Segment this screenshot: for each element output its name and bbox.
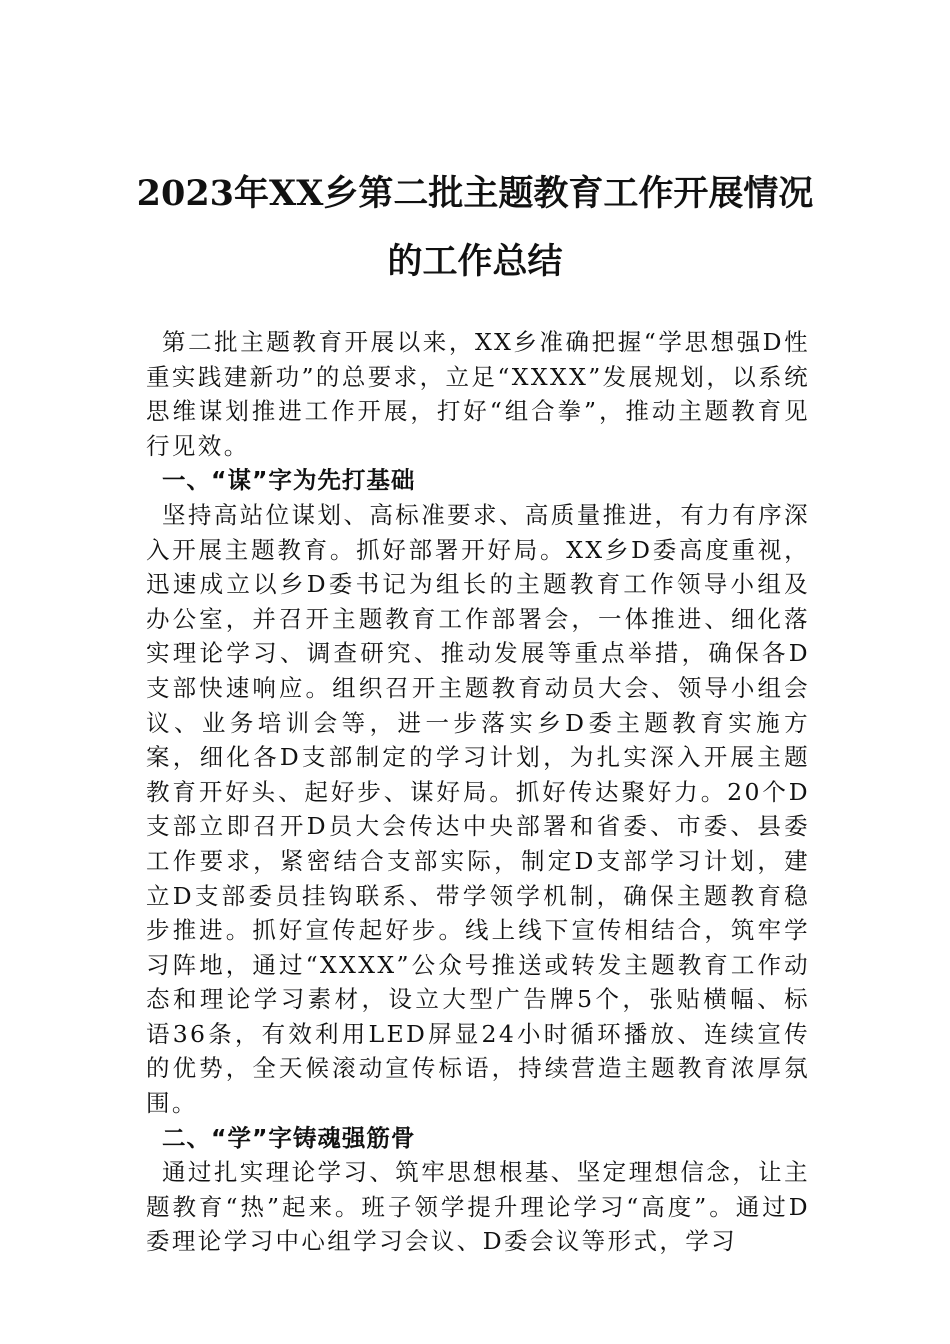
- section-2-heading: 二、“学”字铸魂强筋骨: [162, 1123, 416, 1152]
- intro-paragraph: 第二批主题教育开展以来，XX乡准确把握“学思想强D性重实践建新功”的总要求，立足“XXXX”发展规划，以系统思维谋划推进工作开展，打好“组合拳”，推动主题教育见行见效。: [146, 328, 810, 460]
- section-1-heading: 一、“谋”字为先打基础: [162, 466, 416, 495]
- section-2-paragraph: 通过扎实理论学习、筑牢思想根基、坚定理想信念，让主题教育“热”起来。班子领学提升理论学习“高度”。通过D委理论学习中心组学习会议、D委会议等形式，学习: [146, 1158, 810, 1256]
- document-body: [146, 325, 810, 1259]
- document-title: 2023年XX乡第二批主题教育工作开展情况的工作总结: [136, 173, 814, 282]
- section-1-paragraph: 坚持高站位谋划、高标准要求、高质量推进，有力有序深入开展主题教育。抓好部署开好局。XX乡D委高度重视，迅速成立以乡D委书记为组长的主题教育工作领导小组及办公室，并召开主题教育工作部署会，一体推进、细化落实理论学习、调查研究、推动发展等重点举措，确保各D支部快速响应。组织召开主题教育动员大会、领导小组会议、业务培训会等，进一步落实乡D委主题教育实施方案，细化各D支部制定的学习计划，为扎实深入开展主题教育开好头、起好步、谋好局。抓好传达聚好力。20个D支部立即召开D员大会传达中央部署和省委、市委、县委工作要求，紧密结合支部实际，制定D支部学习计划，建立D支部委员挂钩联系、带学领学机制，确保主题教育稳步推进。抓好宣传起好步。线上线下宣传相结合，筑牢学习阵地，通过“XXXX”公众号推送或转发主题教育工作动态和理论学习素材，设立大型广告牌5个，张贴横幅、标语36条，有效利用LED屏显24小时循环播放、连续宣传的优势，全天候滚动宣传标语，持续营造主题教育浓厚氛围。: [146, 500, 810, 1118]
